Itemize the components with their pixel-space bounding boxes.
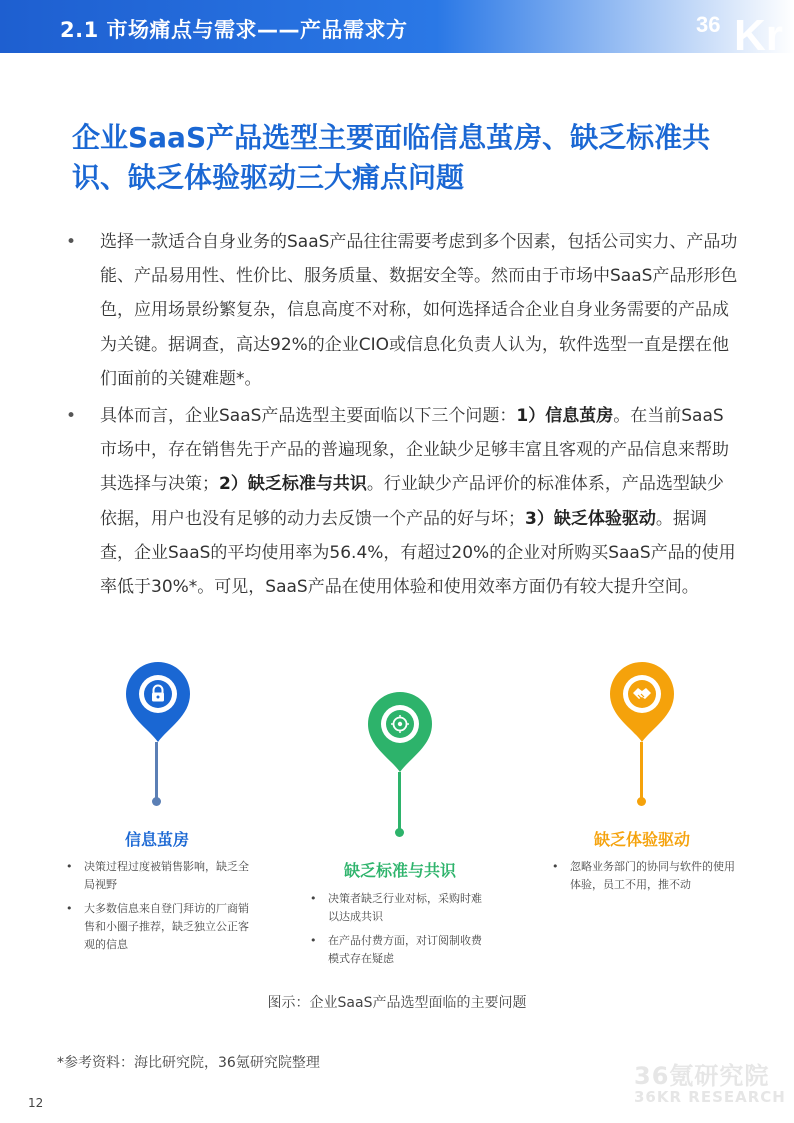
pain-point-list bbox=[552, 858, 736, 900]
pain-point-title-lack-standards: 缺乏标准与共识 bbox=[343, 861, 456, 880]
bullet-paragraph-1 bbox=[66, 225, 738, 396]
reference-note: *参考资料：海比研究院，36氪研究院整理 bbox=[57, 1055, 320, 1071]
handshake-pin-marker bbox=[606, 660, 678, 744]
connector-dot bbox=[637, 797, 646, 806]
list-item: • 忽略业务部门的协同与软件的使用体验，员工不用，推不动 bbox=[552, 860, 735, 891]
pain-point-title-info-cocoon: 信息茧房 bbox=[124, 830, 189, 849]
list-item: • 决策过程过度被销售影响，缺乏全局视野 bbox=[66, 860, 249, 891]
connector-dot bbox=[152, 797, 161, 806]
watermark-cn: 36氪研究院 bbox=[634, 1062, 770, 1090]
pain-point-title-lack-experience: 缺乏体验驱动 bbox=[593, 830, 690, 849]
bullet-bold-point-2: 2）缺乏标准与共识 bbox=[219, 474, 367, 495]
bullet-marker: • bbox=[66, 232, 77, 252]
list-item: • 大多数信息来自登门拜访的厂商销售和小圈子推荐，缺乏独立公正客观的信息 bbox=[66, 902, 249, 951]
page-title: 企业SaaS产品选型主要面临信息茧房、缺乏标准共识、缺乏体验驱动三大痛点问题 bbox=[72, 121, 711, 194]
watermark-en: 36KR RESEARCH bbox=[634, 1088, 786, 1106]
bullet-bold-point-1: 1）信息茧房 bbox=[516, 406, 614, 427]
target-pin-marker bbox=[364, 690, 436, 774]
connector-line bbox=[640, 742, 643, 800]
list-item: • 决策者缺乏行业对标，采购时难以达成共识 bbox=[310, 892, 482, 923]
bullet-marker: • bbox=[66, 406, 77, 427]
connector-line bbox=[398, 772, 401, 830]
36kr-logo bbox=[694, 0, 794, 53]
bullet-paragraph-2 bbox=[66, 399, 738, 604]
page-number: 12 bbox=[28, 1096, 44, 1110]
bullet-text-part: 。行业缺少产品评价的标准体系，产品选型缺少依据，用户也没有足够的动力去反馈一个产品的好与坏； bbox=[100, 474, 724, 529]
bullet-bold-point-3: 3）缺乏体验驱动 bbox=[525, 508, 656, 529]
section-title: 2.1 市场痛点与需求——产品需求方 bbox=[60, 18, 408, 42]
pain-point-list bbox=[310, 890, 492, 974]
bullet-text: 选择一款适合自身业务的SaaS产品往往需要考虑到多个因素，包括公司实力、产品功能、产品易用性、性价比、服务质量、数据安全等。然而由于市场中SaaS产品形形色色，应用场景纷繁复杂，信息高度不对称，如何选择适合企业自身业务需要的产品成为关键。据调查，高达92%的企业CIO或信息化负责人认为，软件选型一直是摆在他们面前的关键难题*。 bbox=[100, 232, 738, 389]
svg-text:36: 36 bbox=[696, 12, 721, 37]
connector-line bbox=[155, 742, 158, 800]
list-item: • 在产品付费方面，对订阅制收费模式存在疑虑 bbox=[310, 934, 482, 965]
connector-dot bbox=[395, 828, 404, 837]
bullet-text-part: 具体而言，企业SaaS产品选型主要面临以下三个问题： bbox=[100, 406, 517, 427]
body-bullets bbox=[66, 225, 738, 607]
svg-text:Kr: Kr bbox=[734, 11, 783, 53]
bullet-text-part: 。据调查，企业SaaS的平均使用率为56.4%，有超过20%的企业对所购买SaaS产品的使用率低于30%*。可见，SaaS产品在使用体验和使用效率方面仍有较大提升空间。 bbox=[100, 508, 736, 598]
bullet-text-part: 。在当前SaaS市场中，存在销售先于产品的普遍现象，企业缺少足够丰富且客观的产品信息来帮助其选择与决策； bbox=[100, 406, 729, 495]
pain-point-list bbox=[66, 858, 252, 960]
lock-pin-marker bbox=[122, 660, 194, 744]
figure-caption: 图示：企业SaaS产品选型面临的主要问题 bbox=[267, 995, 527, 1011]
